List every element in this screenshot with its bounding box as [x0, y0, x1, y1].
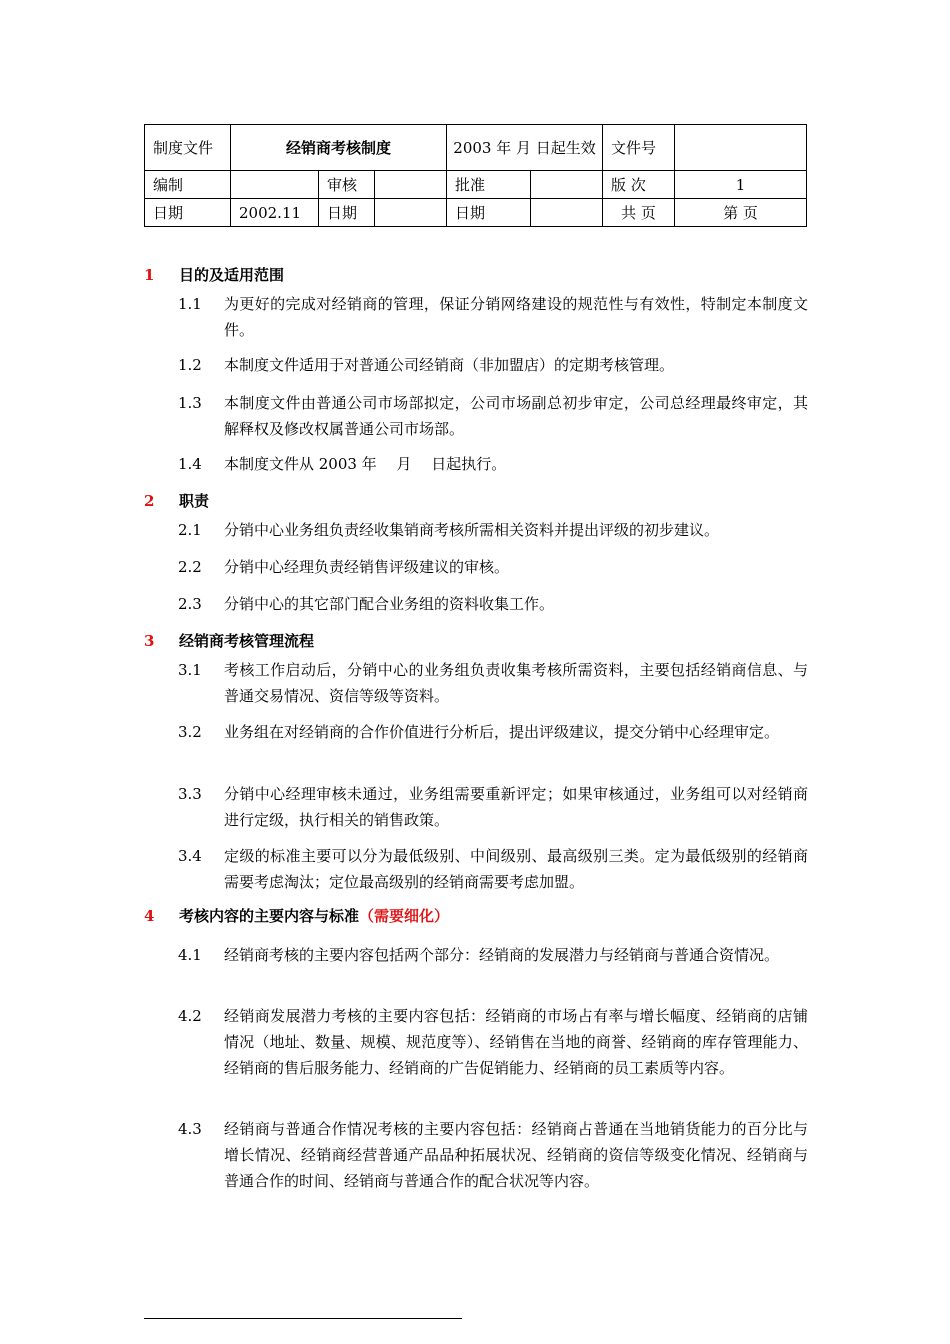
- section-title: 职责: [179, 492, 210, 510]
- item-number: 1.1: [178, 295, 202, 313]
- item-text: 分销中心的其它部门配合业务组的资料收集工作。: [224, 595, 555, 613]
- effective-date: 2003 年 月 日起生效: [447, 125, 603, 171]
- item-number: 3.3: [178, 785, 202, 803]
- doc-number-value: [675, 125, 807, 171]
- item-text: 经销商与普通合作情况考核的主要内容包括：经销商占普通在当地销货能力的百分比与增长情况、经销商经营普通产品品种拓展状况、经销商的资信等级变化情况、经销商与普通合作的时间、经销商与普通合作的配合状况等内容。: [224, 1120, 808, 1190]
- total-pages: 共 页: [603, 199, 675, 227]
- compile-value: [231, 171, 319, 199]
- item-number: 1.4: [178, 455, 202, 473]
- version-value: 1: [675, 171, 807, 199]
- item-text: 分销中心经理审核未通过，业务组需要重新评定；如果审核通过，业务组可以对经销商进行定级，执行相关的销售政策。: [224, 785, 808, 829]
- item-text: 本制度文件适用于对普通公司经销商（非加盟店）的定期考核管理。: [224, 356, 675, 374]
- version-label: 版 次: [603, 171, 675, 199]
- item-text: 本制度文件由普通公司市场部拟定，公司市场副总初步审定，公司总经理最终审定，其解释权及修改权属普通公司市场部。: [224, 394, 808, 438]
- section-title-text: 考核内容的主要内容与标准: [179, 907, 360, 925]
- item-number: 1.2: [178, 356, 202, 374]
- section-title: 经销商考核管理流程: [179, 632, 315, 650]
- item-text: 考核工作启动后，分销中心的业务组负责收集考核所需资料，主要包括经销商信息、与普通交易情况、资信等级等资料。: [224, 661, 808, 705]
- item-text: 本制度文件从 2003 年 月 日起执行。: [224, 455, 507, 473]
- item-number: 2.3: [178, 595, 202, 613]
- section-number: 1: [144, 266, 155, 284]
- item-text: 为更好的完成对经销商的管理，保证分销网络建设的规范性与有效性，特制定本制度文件。: [224, 295, 808, 339]
- item-text: 业务组在对经销商的合作价值进行分析后，提出评级建议，提交分销中心经理审定。: [224, 723, 780, 741]
- date-value-1: 2002.11: [231, 199, 319, 227]
- section-title: [179, 905, 449, 927]
- date-label-1: 日期: [145, 199, 231, 227]
- doc-title: 经销商考核制度: [231, 125, 447, 171]
- item-number: 2.1: [178, 521, 202, 539]
- item-number: 3.4: [178, 847, 202, 865]
- date-label-3: 日期: [447, 199, 531, 227]
- date-value-3: [531, 199, 603, 227]
- item-text: 经销商考核的主要内容包括两个部分：经销商的发展潜力与经销商与普通合资情况。: [224, 946, 780, 964]
- item-text: 分销中心经理负责经销售评级建议的审核。: [224, 558, 510, 576]
- section-title: 目的及适用范围: [179, 266, 285, 284]
- page-number: 第 页: [675, 199, 807, 227]
- date-label-2: 日期: [319, 199, 375, 227]
- item-text: 经销商发展潜力考核的主要内容包括：经销商的市场占有率与增长幅度、经销商的店铺情况（地址、数量、规模、规范度等）、经销售在当地的商誉、经销商的库存管理能力、经销商的售后服务能力、经销商的广告促销能力、经销商的员工素质等内容。: [224, 1007, 808, 1077]
- item-number: 4.1: [178, 946, 202, 964]
- section-title-note: （需要细化）: [359, 907, 450, 925]
- item-text: 定级的标准主要可以分为最低级别、中间级别、最高级别三类。定为最低级别的经销商需要考虑淘汰；定位最高级别的经销商需要考虑加盟。: [224, 847, 808, 891]
- review-value: [375, 171, 447, 199]
- item-number: 4.3: [178, 1120, 202, 1138]
- section-number: 2: [144, 492, 155, 510]
- header-table: [144, 124, 807, 227]
- item-number: 3.2: [178, 723, 202, 741]
- item-text: 分销中心业务组负责经收集销商考核所需相关资料并提出评级的初步建议。: [224, 521, 720, 539]
- approve-label: 批准: [447, 171, 531, 199]
- doc-type-label: 制度文件: [145, 125, 231, 171]
- item-number: 2.2: [178, 558, 202, 576]
- item-number: 4.2: [178, 1007, 202, 1025]
- review-label: 审核: [319, 171, 375, 199]
- approve-value: [531, 171, 603, 199]
- section-number: 3: [144, 632, 155, 650]
- item-number: 1.3: [178, 394, 202, 412]
- doc-number-label: 文件号: [603, 125, 675, 171]
- item-number: 3.1: [178, 661, 202, 679]
- compile-label: 编制: [145, 171, 231, 199]
- date-value-2: [375, 199, 447, 227]
- footnote-separator: [144, 1318, 462, 1319]
- section-number: 4: [144, 907, 155, 925]
